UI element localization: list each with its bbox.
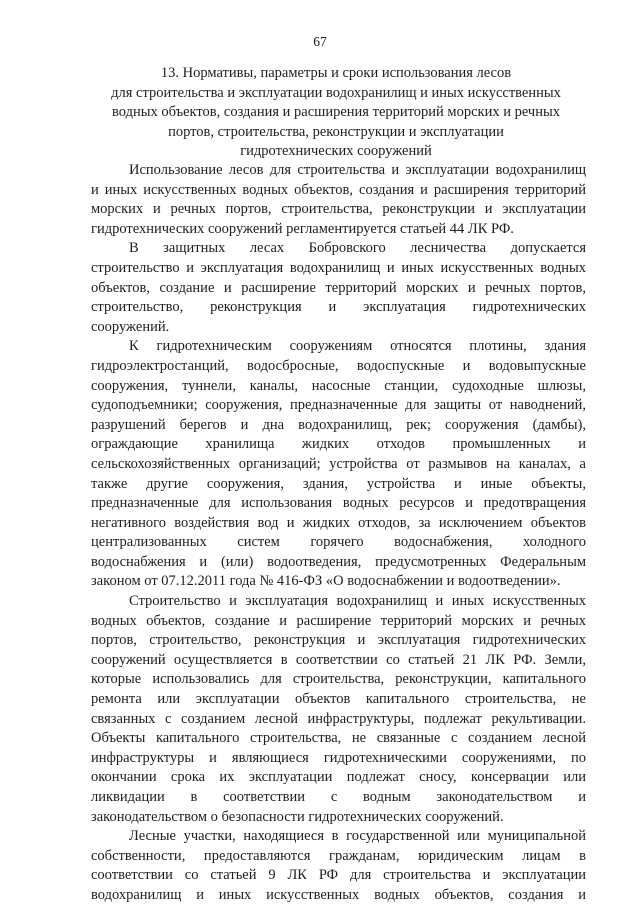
paragraph-line: гидроэлектростанций, водосбросные, водоспускные и водовыпускные — [91, 357, 586, 374]
paragraph-line: водных объектов, создание и расширение территорий морских и речных — [91, 612, 586, 629]
paragraph-line: централизованных систем горячего водоснабжения, холодного — [91, 534, 586, 551]
heading-line: водных объектов, создания и расширения территорий морских и речных — [112, 104, 560, 120]
heading-line: гидротехнических сооружений — [240, 143, 432, 159]
page-number: 67 — [313, 34, 327, 49]
paragraph-line: объектов, создание и расширение территорий морских и речных портов, — [91, 279, 586, 296]
paragraph-line: К гидротехническим сооружениям относятся плотины, здания — [129, 338, 586, 355]
paragraph — [91, 161, 586, 239]
document-body — [91, 161, 586, 906]
paragraph-line: строительство, реконструкция и эксплуатация гидротехнических — [91, 299, 586, 316]
paragraph-line: сельскохозяйственных организаций; устройства от размывов на каналах, а — [91, 455, 586, 472]
paragraph-line: которые использовались для строительства, реконструкции, капитального — [91, 671, 586, 688]
paragraph-line: окончании срока их эксплуатации подлежат сносу, консервации или — [91, 769, 586, 786]
heading-line: 13. Нормативы, параметры и сроки использования лесов — [160, 65, 512, 81]
paragraph-line: ликвидации в соответствии с водным законодательством и — [91, 789, 586, 805]
paragraph-line: сооружений. — [91, 318, 170, 335]
paragraph-line: сооружения, туннели, каналы, насосные станции, судоходные шлюзы, — [91, 377, 586, 394]
paragraph — [91, 827, 586, 905]
paragraph-line: судоподъемники; сооружения, предназначенные для защиты от наводнений, — [91, 397, 586, 414]
paragraph-line: В защитных лесах Бобровского лесничества допускается — [129, 240, 586, 257]
paragraph-line: Объекты капитального строительства, не связанные с созданием лесной — [91, 730, 586, 747]
paragraph-line: собственности, предоставляются гражданам, юридическим лицам в — [91, 847, 586, 864]
paragraph-line: сооружений осуществляется в соответствии со статьей 21 ЛК РФ. Земли, — [91, 651, 586, 668]
paragraph-line: также другие сооружения, здания, устройства и иные объекты, — [91, 475, 586, 492]
paragraph-line: разрушений берегов и дна водохранилищ, рек; сооружения (дамбы), — [91, 416, 586, 433]
paragraph-line: водохранилищ и иных искусственных водных объектов, создания и — [91, 886, 586, 903]
paragraph — [91, 239, 586, 337]
heading-line: для строительства и эксплуатации водохранилищ и иных искусственных — [111, 84, 561, 101]
heading-line: портов, строительства, реконструкции и эксплуатации — [168, 123, 504, 140]
paragraph-line: законом от 07.12.2011 года № 416-ФЗ «О водоснабжении и водоотведении». — [91, 573, 561, 590]
paragraph-line: строительство и эксплуатация водохранилищ и иных искусственных водных — [91, 259, 586, 276]
paragraph-line: предназначенные для использования водных ресурсов и предотвращения — [91, 495, 586, 512]
paragraph-line: негативного воздействия вод и жидких отходов, за исключением объектов — [91, 514, 586, 531]
paragraph-line: инфраструктуры и являющиеся гидротехническими сооружениями, по — [91, 749, 586, 766]
paragraph — [91, 592, 586, 827]
paragraph-line: водоснабжения и (или) водоотведения, предусмотренных Федеральным — [91, 553, 586, 570]
paragraph-line: соответствии со статьей 9 ЛК РФ для строительства и эксплуатации — [91, 867, 586, 884]
paragraph-line: морских и речных портов, строительства, реконструкции и эксплуатации — [91, 201, 586, 218]
paragraph-line: ограждающие хранилища жидких отходов промышленных и — [91, 436, 586, 453]
paragraph-line: законодательством о безопасности гидротехнических сооружений. — [91, 808, 504, 825]
paragraph-line: портов, строительство, реконструкция и эксплуатация гидротехнических — [91, 632, 586, 649]
paragraph-line: Строительство и эксплуатация водохранилищ и иных искусственных — [129, 593, 586, 610]
paragraph-line: гидротехнических сооружений регламентируется статьей 44 ЛК РФ. — [91, 220, 514, 237]
section-heading — [96, 64, 576, 162]
paragraph — [91, 337, 586, 592]
paragraph-line: Лесные участки, находящиеся в государственной или муниципальной — [129, 828, 586, 845]
paragraph-line: Использование лесов для строительства и эксплуатации водохранилищ — [129, 162, 586, 178]
paragraph-line: ремонта или эксплуатации объектов капитального строительства, не — [91, 691, 586, 708]
paragraph-line: связанных с созданием лесной инфраструктуры, подлежат рекультивации. — [91, 710, 586, 727]
paragraph-line: и иных искусственных водных объектов, создания и расширения территорий — [91, 181, 586, 198]
